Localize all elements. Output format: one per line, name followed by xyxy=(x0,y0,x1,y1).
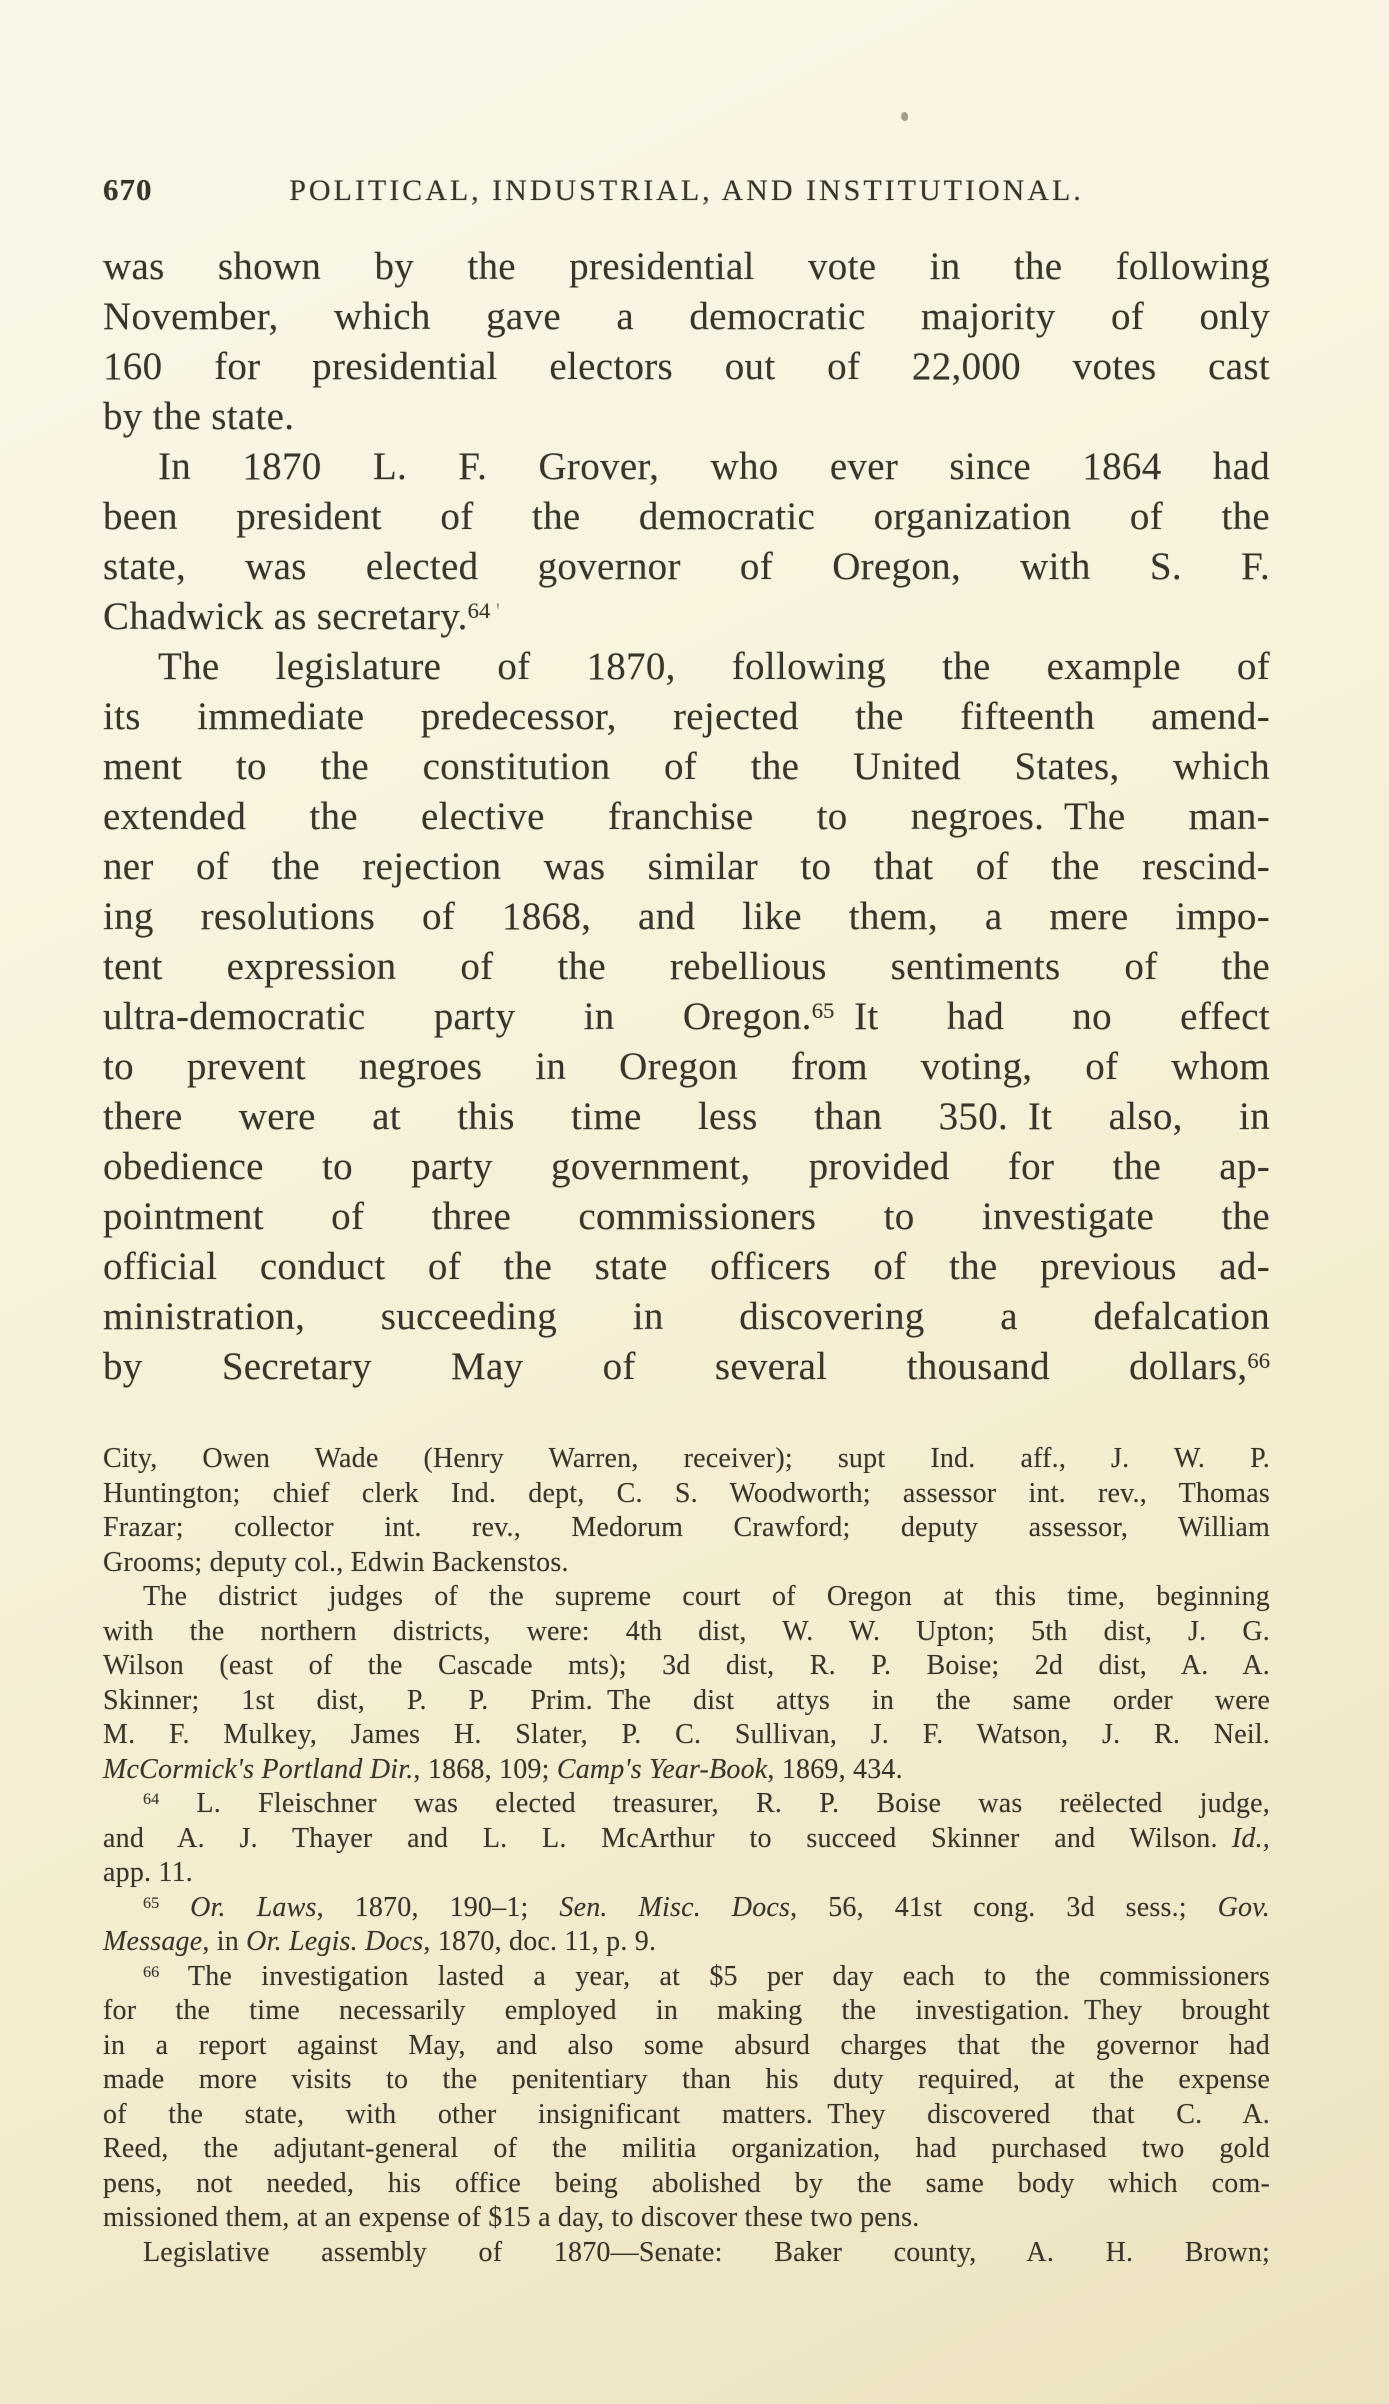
citation-text: Camp's Year-Book xyxy=(556,1753,768,1785)
text-line xyxy=(103,1822,1270,1857)
citation-text: McCormick's Portland Dir. xyxy=(103,1753,414,1785)
text-segment: The district judges of the supreme court of Oregon at this time, beginning xyxy=(143,1581,1270,1612)
text-segment: ing resolutions of 1868, and like them, a mere impo- xyxy=(103,895,1270,938)
text-segment: 160 for presidential electors out of 22,000 votes cast xyxy=(103,345,1270,388)
footnote-marker: 66 xyxy=(143,1962,160,1981)
text-segment: , 56, 41st cong. 3d sess.; xyxy=(790,1891,1218,1923)
text-line xyxy=(103,1477,1270,1512)
text-segment: missioned them, at an expense of $15 a day, to discover these two pens. xyxy=(103,2202,920,2233)
footnote-marker: 64 xyxy=(143,1790,160,1809)
paragraph xyxy=(103,242,1270,442)
text-segment: been president of the democratic organization of the xyxy=(103,495,1270,538)
text-line xyxy=(103,792,1270,842)
text-line xyxy=(103,1925,1270,1960)
page-number: 670 xyxy=(103,172,153,207)
text-line xyxy=(103,1092,1270,1142)
text-line xyxy=(103,1546,1270,1581)
text-segment: state, was elected governor of Oregon, with S. F. xyxy=(103,545,1270,588)
ink-speck xyxy=(901,112,908,121)
text-line xyxy=(103,2063,1270,2098)
text-line xyxy=(103,842,1270,892)
running-title: POLITICAL, INDUSTRIAL, AND INSTITUTIONAL. xyxy=(289,174,1084,207)
text-line xyxy=(103,2029,1270,2064)
text-line xyxy=(103,1718,1270,1753)
text-segment: November, which gave a democratic majority of only xyxy=(103,295,1270,338)
text-segment: , 1870, 190–1; xyxy=(316,1891,560,1923)
text-segment: made more visits to the penitentiary than his duty required, at the expense xyxy=(103,2064,1270,2095)
text-segment: , 1869, 434. xyxy=(767,1753,903,1785)
text-segment: , 1870, doc. 11, p. 9. xyxy=(423,1926,657,1957)
text-line xyxy=(103,1684,1270,1719)
text-line xyxy=(103,892,1270,942)
text-line xyxy=(103,592,1270,642)
text-segment: by the state. xyxy=(103,395,295,438)
text-line xyxy=(103,1292,1270,1342)
text-segment: Frazar; collector int. rev., Medorum Crawford; deputy assessor, William xyxy=(103,1512,1270,1543)
paragraph xyxy=(103,1787,1270,1891)
text-segment: Skinner; 1st dist, P. P. Prim. The dist attys in the same order were xyxy=(103,1684,1270,1716)
text-segment: for the time necessarily employed in making the investigation. They brought xyxy=(103,1995,1270,2026)
text-line xyxy=(103,1615,1270,1650)
text-segment: tent expression of the rebellious sentiments of the xyxy=(103,945,1270,988)
paragraph xyxy=(103,642,1270,1392)
text-segment: was shown by the presidential vote in the following xyxy=(103,245,1270,288)
footnote-marker: 64 xyxy=(467,598,491,624)
text-line xyxy=(103,1856,1270,1891)
text-line xyxy=(103,1994,1270,2029)
text-segment: L. Fleischner was elected treasurer, R. P. Boise was reëlected judge, xyxy=(159,1788,1270,1819)
paragraph xyxy=(103,1442,1270,1580)
text-line xyxy=(103,1342,1270,1392)
text-segment: with the northern districts, were: 4th dist, W. W. Upton; 5th dist, J. G. xyxy=(103,1615,1270,1647)
citation-text: Or. Laws xyxy=(190,1891,317,1923)
text-line xyxy=(103,692,1270,742)
text-segment: City, Owen Wade (Henry Warren, receiver); supt Ind. aff., J. W. P. xyxy=(103,1443,1270,1474)
text-line xyxy=(103,2167,1270,2202)
text-segment: official conduct of the state officers of the previous ad- xyxy=(103,1245,1270,1288)
text-segment: In 1870 L. F. Grover, who ever since 1864 had xyxy=(158,445,1270,488)
citation-text: Id. xyxy=(1231,1822,1263,1854)
text-segment: The investigation lasted a year, at $5 per day each to the commissioners xyxy=(159,1960,1270,1992)
paragraph xyxy=(103,1960,1270,2236)
text-segment: Reed, the adjutant-general of the militia organization, had purchased two gold xyxy=(103,2133,1270,2164)
text-segment: ministration, succeeding in discovering a defalcation xyxy=(103,1295,1270,1338)
text-segment: The legislature of 1870, following the example of xyxy=(158,645,1270,688)
text-line xyxy=(103,942,1270,992)
text-line xyxy=(103,1511,1270,1546)
text-segment: and A. J. Thayer and L. L. McArthur to succeed Skinner and Wilson. xyxy=(103,1822,1232,1854)
text-line xyxy=(103,2201,1270,2236)
footnote-marker: ' xyxy=(490,598,501,624)
text-line xyxy=(103,292,1270,342)
text-line xyxy=(103,1242,1270,1292)
text-segment: obedience to party government, provided for the ap- xyxy=(103,1145,1270,1188)
text-segment: , in xyxy=(202,1926,247,1957)
text-line xyxy=(103,1192,1270,1242)
text-line xyxy=(103,742,1270,792)
paragraph xyxy=(103,442,1270,642)
citation-text: Gov. xyxy=(1217,1891,1271,1923)
text-segment: Chadwick as secretary. xyxy=(103,595,468,638)
text-segment: ultra-democratic party in Oregon. xyxy=(103,995,812,1038)
text-line xyxy=(103,1753,1270,1788)
footnote-marker: 66 xyxy=(1247,1348,1270,1374)
text-line xyxy=(103,1649,1270,1684)
text-segment: there were at this time less than 350. It also, in xyxy=(103,1095,1270,1138)
text-line xyxy=(103,1142,1270,1192)
text-segment: Legislative assembly of 1870—Senate: Baker county, A. H. Brown; xyxy=(143,2236,1270,2268)
footnotes xyxy=(103,1442,1270,2270)
text-segment: extended the elective franchise to negroes. The man- xyxy=(103,795,1270,838)
text-line xyxy=(103,1580,1270,1615)
text-line xyxy=(103,542,1270,592)
text-segment: , 1868, 109; xyxy=(413,1753,557,1785)
citation-text: Or. Legis. Docs xyxy=(246,1926,424,1957)
text-line xyxy=(103,2132,1270,2167)
page-content xyxy=(103,172,1270,2270)
text-segment xyxy=(159,1892,190,1923)
text-segment: of the state, with other insignificant matters. They discovered that C. A. xyxy=(103,2098,1270,2130)
text-segment: Huntington; chief clerk Ind. dept, C. S. Woodworth; assessor int. rev., Thomas xyxy=(103,1477,1270,1509)
text-segment: to prevent negroes in Oregon from voting, of whom xyxy=(103,1045,1270,1088)
running-header xyxy=(103,172,1270,208)
text-segment: , xyxy=(1262,1822,1270,1854)
text-line xyxy=(103,2098,1270,2133)
text-line xyxy=(103,992,1270,1042)
text-segment: by Secretary May of several thousand dollars, xyxy=(103,1345,1248,1388)
text-segment: pointment of three commissioners to investigate the xyxy=(103,1195,1270,1238)
text-line xyxy=(103,342,1270,392)
text-line xyxy=(103,1960,1270,1995)
text-line xyxy=(103,1891,1270,1926)
text-line xyxy=(103,1442,1270,1477)
text-line xyxy=(103,1787,1270,1822)
footnote-marker: 65 xyxy=(143,1893,160,1912)
paragraph xyxy=(103,1891,1270,1960)
text-segment: ment to the constitution of the United States, which xyxy=(103,745,1270,788)
text-segment: It had no effect xyxy=(834,995,1270,1038)
text-segment: Grooms; deputy col., Edwin Backenstos. xyxy=(103,1546,569,1578)
text-line xyxy=(103,642,1270,692)
footnote-marker: 65 xyxy=(811,998,835,1024)
text-line xyxy=(103,1042,1270,1092)
text-line xyxy=(103,442,1270,492)
text-line xyxy=(103,2236,1270,2271)
text-segment: in a report against May, and also some absurd charges that the governor had xyxy=(103,2029,1270,2061)
text-segment: pens, not needed, his office being abolished by the same body which com- xyxy=(103,2167,1270,2199)
citation-text: Message xyxy=(103,1926,203,1957)
text-segment: M. F. Mulkey, James H. Slater, P. C. Sullivan, J. F. Watson, J. R. Neil. xyxy=(103,1719,1270,1750)
text-segment: app. 11. xyxy=(103,1857,193,1888)
paragraph xyxy=(103,2236,1270,2271)
body-text xyxy=(103,242,1270,1392)
text-line xyxy=(103,492,1270,542)
text-segment: ner of the rejection was similar to that of the rescind- xyxy=(103,845,1270,888)
text-segment: its immediate predecessor, rejected the fifteenth amend- xyxy=(103,695,1270,738)
text-line xyxy=(103,392,1270,442)
citation-text: Sen. Misc. Docs xyxy=(559,1891,791,1923)
paragraph xyxy=(103,1580,1270,1787)
text-line xyxy=(103,242,1270,292)
text-segment: Wilson (east of the Cascade mts); 3d dist, R. P. Boise; 2d dist, A. A. xyxy=(103,1650,1270,1681)
